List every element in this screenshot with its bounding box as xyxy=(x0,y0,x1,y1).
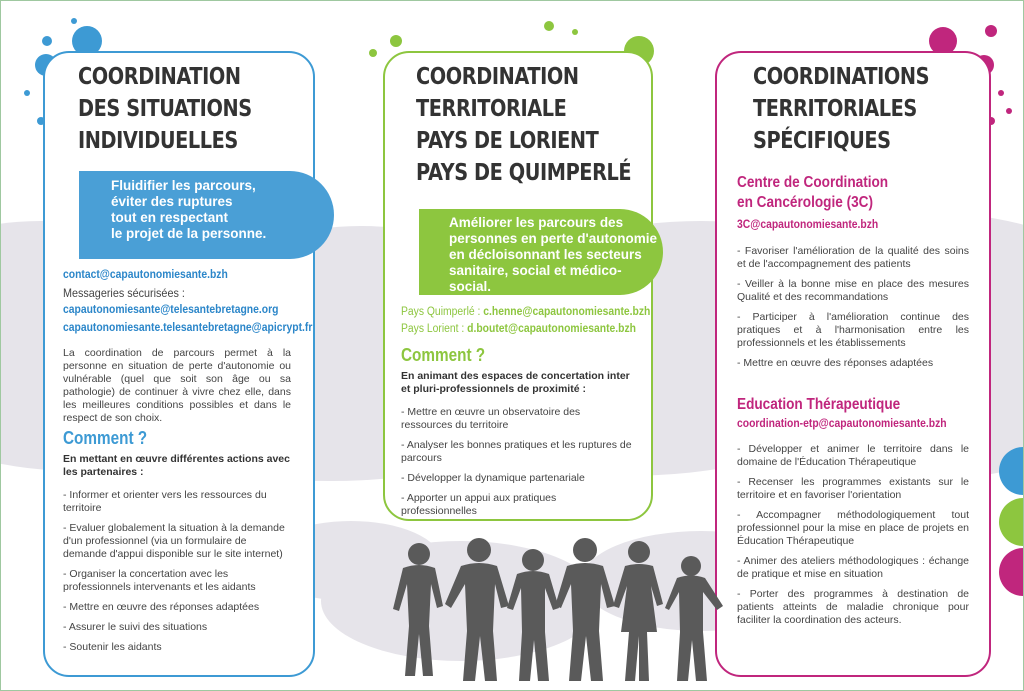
col2-title xyxy=(416,61,631,189)
col3-title-line: SPÉCIFIQUES xyxy=(753,128,891,154)
col1-banner-line: le projet de la personne. xyxy=(111,226,267,241)
col1-secure-email-link[interactable]: capautonomiesante@telesantebretagne.org xyxy=(63,304,279,316)
col1-secure-label: Messageries sécurisées : xyxy=(63,286,185,300)
col2-banner-line: sanitaire, social et médico-social. xyxy=(449,263,622,294)
col2-title-line: PAYS DE QUIMPERLÉ xyxy=(416,160,632,186)
col3-3c-heading xyxy=(737,173,888,213)
list-item: - Apporter un appui aux pratiques professionnelles xyxy=(401,492,557,517)
col1-contact-email-link[interactable]: contact@capautonomiesante.bzh xyxy=(63,269,228,281)
col3-3c-email-link[interactable]: 3C@capautonomiesante.bzh xyxy=(737,219,879,231)
col1-how-intro: En mettant en œuvre différentes actions avec les partenaires : xyxy=(63,453,290,478)
col2-how-heading: Comment ? xyxy=(401,345,486,365)
col1-title-line: COORDINATION xyxy=(78,64,241,90)
col2-lorient-contact xyxy=(401,323,636,336)
col1-action-list xyxy=(63,489,293,661)
col2-banner-line: en décloisonnant les secteurs xyxy=(449,247,642,262)
col1-how-heading: Comment ? xyxy=(63,428,148,448)
col2-title-line: PAYS DE LORIENT xyxy=(416,128,599,154)
col3-etp-heading: Education Thérapeutique xyxy=(737,396,901,413)
col2-banner xyxy=(419,209,663,295)
col3-3c-heading-line: Centre de Coordination xyxy=(737,174,889,191)
list-item: - Favoriser l'amélioration de la qualité des soins et de l'accompagnement des patients xyxy=(737,245,969,270)
col1-title-line: INDIVIDUELLES xyxy=(78,128,238,154)
col2-banner-line: personnes en perte d'autonomie xyxy=(449,231,657,246)
list-item: - Soutenir les aidants xyxy=(63,641,162,653)
col2-title-line: COORDINATION xyxy=(416,64,579,90)
col2-action-list xyxy=(401,406,633,525)
list-item: - Analyser les bonnes pratiques et les ruptures de parcours xyxy=(401,439,632,464)
lorient-email-link[interactable]: d.boutet@capautonomiesante.bzh xyxy=(467,323,636,335)
col3-title-line: COORDINATIONS xyxy=(753,64,930,90)
col1-intro-text: La coordination de parcours permet à la personne en situation de perte d'autonomie ou vulnérable (quel que soit son âge ou sa pathologie) de continuer à vivre chez elle, dans les meilleures conditions possibles et dans le respect de son choix. xyxy=(63,347,291,424)
col1-banner xyxy=(79,171,334,259)
list-item: - Evaluer globalement la situation à la demande d'un professionnel (via un formulaire de demande d'appui disponible sur le site internet) xyxy=(63,522,285,560)
col2-how-intro: En animant des espaces de concertation inter et pluri-professionnels de proximité : xyxy=(401,370,630,395)
col1-banner-line: Fluidifier les parcours, xyxy=(111,178,256,193)
list-item: - Recenser les programmes existants sur le territoire et en favoriser l'orientation xyxy=(737,476,969,501)
quimperle-label: Pays Quimperlé : xyxy=(401,306,484,318)
list-item: - Participer à l'amélioration continue des pratiques et à l'harmonisation entre les professionnels et les établissements xyxy=(737,311,969,349)
col3-3c-heading-line: en Cancérologie (3C) xyxy=(737,194,874,211)
col1-banner-line: tout en respectant xyxy=(111,210,229,225)
quimperle-email-link[interactable]: c.henne@capautonomiesante.bzh xyxy=(483,306,651,318)
col3-title-line: TERRITORIALES xyxy=(753,96,917,122)
col1-title-line: DES SITUATIONS xyxy=(78,96,252,122)
lorient-label: Pays Lorient : xyxy=(401,323,468,335)
col2-quimperle-contact xyxy=(401,306,650,319)
col2-banner-line: Améliorer les parcours des xyxy=(449,215,624,230)
list-item: - Accompagner méthodologiquement tout professionnel pour la mise en place de projets en Éducation Thérapeutique xyxy=(737,509,969,547)
list-item: - Veiller à la bonne mise en place des mesures Qualité et des recommandations xyxy=(737,278,969,303)
col1-apicrypt-email-link[interactable]: capautonomiesante.telesantebretagne@apicrypt.fr xyxy=(63,322,313,334)
list-item: - Mettre en œuvre un observatoire des ressources du territoire xyxy=(401,406,581,431)
list-item: - Mettre en œuvre des réponses adaptées xyxy=(737,357,934,369)
col1-banner-line: éviter des ruptures xyxy=(111,194,233,209)
col3-etp-email-link[interactable]: coordination-etp@capautonomiesante.bzh xyxy=(737,418,947,430)
list-item: - Organiser la concertation avec les professionnels intervenants et les aidants xyxy=(63,568,256,593)
col3-etp-list xyxy=(737,443,969,634)
list-item: - Assurer le suivi des situations xyxy=(63,621,208,633)
col3-title xyxy=(753,61,929,157)
col2-title-line: TERRITORIALE xyxy=(416,96,567,122)
list-item: - Développer et animer le territoire dans le domaine de l'Éducation Thérapeutique xyxy=(737,443,969,468)
list-item: - Informer et orienter vers les ressources du territoire xyxy=(63,489,267,514)
list-item: - Animer des ateliers méthodologiques : échange de pratique et mise en situation xyxy=(737,555,969,580)
list-item: - Mettre en œuvre des réponses adaptées xyxy=(63,601,260,613)
list-item: - Développer la dynamique partenariale xyxy=(401,472,585,484)
people-group-icon xyxy=(389,536,729,686)
col1-title xyxy=(78,61,252,157)
col3-3c-list xyxy=(737,245,969,377)
list-item: - Porter des programmes à destination de patients atteints de maladie chronique pour faciliter la coordination des acteurs. xyxy=(737,588,969,626)
